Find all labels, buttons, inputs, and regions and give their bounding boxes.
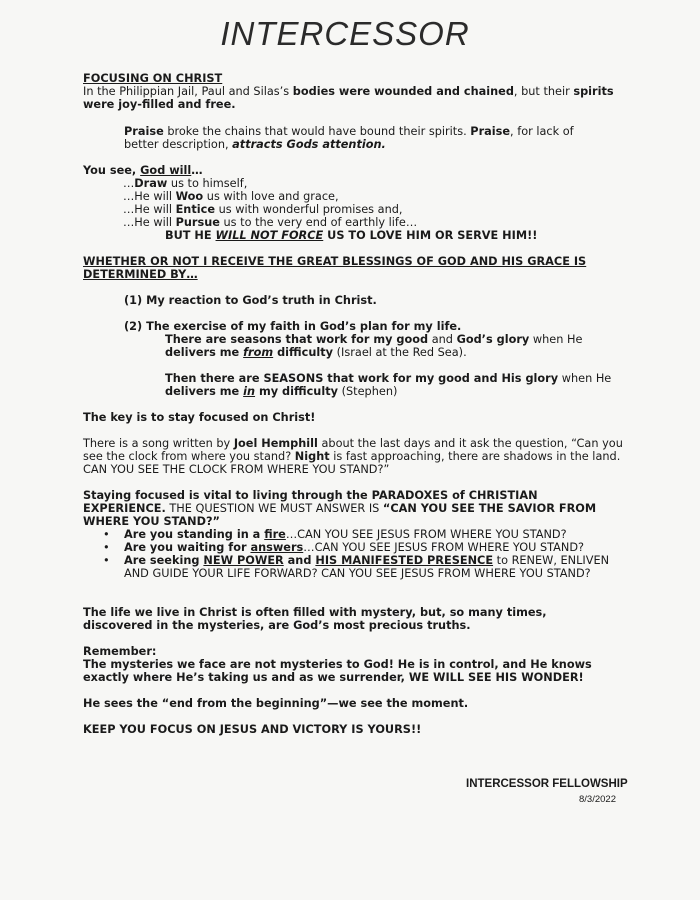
seasons-in-paragraph: Then there are SEASONS that work for my good and His glory when He delivers me in my difficulty (Stephen) xyxy=(165,372,612,398)
paragraph-song: There is a song written by Joel Hemphill about the last days and it ask the question, “Can you see the clock from where you stand? Night is fast approaching, there are shadows in the land. CAN YOU SEE THE CLOCK FROM WHERE YOU STAND?” xyxy=(83,437,623,476)
paragraph-end-from-beginning: He sees the “end from the beginning”—we see the moment. xyxy=(83,697,469,710)
list-item: …He will Pursue us to the very end of earthly life… xyxy=(123,216,418,229)
page-title: INTERCESSOR xyxy=(220,15,470,52)
paragraph-philippian-jail: In the Philippian Jail, Paul and Silas’s bodies were wounded and chained, but their spirits were joy-filled and free. xyxy=(83,85,614,111)
footer-date: 8/3/2022 xyxy=(579,794,616,805)
list-item: …Draw us to himself, xyxy=(123,177,248,190)
footer-organization: INTERCESSOR FELLOWSHIP xyxy=(466,778,628,790)
section-focusing xyxy=(83,72,623,111)
key-statement: The key is to stay focused on Christ! xyxy=(83,411,316,424)
paragraph-remember: Remember: The mysteries we face are not mysteries to God! He is in control, and He knows exactly where He’s taking us and as we surrender, WE WILL SEE HIS WONDER! xyxy=(83,645,592,684)
whether-heading: WHETHER OR NOT I RECEIVE THE GREAT BLESSINGS OF GOD AND HIS GRACE IS DETERMINED BY… xyxy=(83,255,587,281)
bullet-list xyxy=(83,528,623,580)
list-item: • Are you waiting for answers…CAN YOU SEE JESUS FROM WHERE YOU STAND? xyxy=(103,541,585,554)
bullet-icon: • xyxy=(103,541,110,554)
paragraph-mystery: The life we live in Christ is often filled with mystery, but, so many times, discovered in the mysteries, are God’s most precious truths. xyxy=(83,606,547,632)
list-item: …He will Woo us with love and grace, xyxy=(123,190,339,203)
bullet-icon: • xyxy=(103,528,110,541)
point-two: (2) The exercise of my faith in God’s plan for my life. xyxy=(124,320,462,333)
point-one: (1) My reaction to God’s truth in Christ. xyxy=(124,294,377,307)
list-item: …He will Entice us with wonderful promises and, xyxy=(123,203,403,216)
god-will-intro: You see, God will… xyxy=(83,164,203,177)
will-not-force-line: BUT HE WILL NOT FORCE US TO LOVE HIM OR SERVE HIM!! xyxy=(165,229,538,242)
paragraph-praise: Praise broke the chains that would have bound their spirits. Praise, for lack of better description, attracts Gods attention. xyxy=(124,125,574,151)
god-will-list xyxy=(123,177,603,229)
section-heading: FOCUSING ON CHRIST xyxy=(83,72,223,85)
paragraph-staying-focused: Staying focused is vital to living through the PARADOXES of CHRISTIAN EXPERIENCE. THE QUESTION WE MUST ANSWER IS “CAN YOU SEE THE SAVIOR FROM WHERE YOU STAND?” xyxy=(83,489,597,528)
seasons-from-paragraph: There are seasons that work for my good and God’s glory when He delivers me from difficulty (Israel at the Red Sea). xyxy=(165,333,583,359)
list-item: • Are seeking NEW POWER and HIS MANIFESTED PRESENCE to RENEW, ENLIVEN AND GUIDE YOUR LIFE FORWARD? CAN YOU SEE JESUS FROM WHERE YOU STAND? xyxy=(103,554,610,580)
list-item: • Are you standing in a fire…CAN YOU SEE JESUS FROM WHERE YOU STAND? xyxy=(103,528,567,541)
closing-statement: KEEP YOU FOCUS ON JESUS AND VICTORY IS YOURS!! xyxy=(83,723,422,736)
bullet-icon: • xyxy=(103,554,110,567)
